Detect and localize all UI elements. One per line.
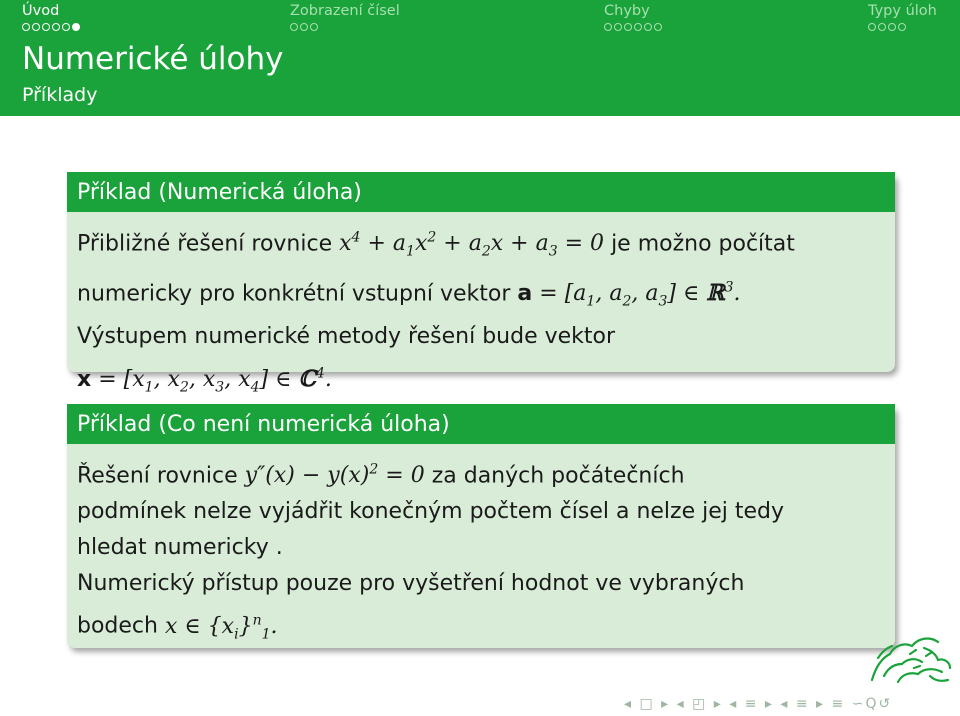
block-line: Výstupem numerické metody řešení bude vektor xyxy=(77,324,616,350)
frame-subtitle: Příklady xyxy=(22,84,98,106)
slide-dot[interactable] xyxy=(52,23,60,31)
nav-dots-typy-uloh xyxy=(868,23,906,31)
slide-dot[interactable] xyxy=(300,23,308,31)
text-segment: bodech xyxy=(77,613,158,639)
frame-title: Numerické úlohy xyxy=(22,41,284,77)
slide-dot[interactable] xyxy=(22,23,30,31)
nav-section-chyby[interactable] xyxy=(604,3,650,19)
nav-section-label[interactable]: Typy úloh xyxy=(868,3,937,19)
university-logo xyxy=(864,628,956,688)
text-segment: je možno počítat xyxy=(611,231,795,257)
slide-dot[interactable] xyxy=(634,23,642,31)
slide-dot[interactable] xyxy=(310,23,318,31)
slide-dot[interactable] xyxy=(62,23,70,31)
nav-section-label[interactable]: Úvod xyxy=(22,3,60,19)
nav-section-label[interactable]: Chyby xyxy=(604,3,650,19)
slide-dot[interactable] xyxy=(644,23,652,31)
block-line xyxy=(77,355,885,405)
block-line xyxy=(77,220,885,270)
slide-dot-current[interactable] xyxy=(72,23,80,31)
slide-dot[interactable] xyxy=(888,23,896,31)
equation: $x^4 + a_1x^2 + a_2x + a_3 = 0$ xyxy=(339,230,605,260)
nav-dots-uvod xyxy=(22,23,80,31)
slide-dot[interactable] xyxy=(42,23,50,31)
block-line xyxy=(77,452,885,494)
nav-dots-chyby xyxy=(604,23,662,31)
text-segment: Přibližné řešení rovnice xyxy=(77,231,333,257)
beamer-navigation-controls[interactable]: ◂ □ ▸ ◂ ◰ ▸ ◂ ≡ ▸ ◂ ≡ ▸ ≡ ∽Q↺ xyxy=(624,696,893,712)
vector-a-expression: $a = [a_1$, $a_2$, $a_3$] ∈ ℝ$^3$. xyxy=(517,279,741,310)
slide-dot[interactable] xyxy=(290,23,298,31)
slide-dot[interactable] xyxy=(614,23,622,31)
point-set-expression: x ∈ $\{x_i\}^n_1$. xyxy=(164,612,278,643)
block-line xyxy=(77,270,885,320)
example-block-numerical-task xyxy=(67,172,895,396)
block-line xyxy=(77,602,885,652)
example-block-not-numerical-task xyxy=(67,404,895,648)
block-line: hledat numericky . xyxy=(77,535,283,561)
slide-dot[interactable] xyxy=(32,23,40,31)
slide-dot[interactable] xyxy=(624,23,632,31)
slide-dot[interactable] xyxy=(898,23,906,31)
block-body xyxy=(67,444,895,662)
text-segment: za daných počátečních xyxy=(431,463,685,489)
block-title: Příklad (Numerická úloha) xyxy=(67,172,895,212)
block-body xyxy=(67,212,895,415)
block-title: Příklad (Co není numerická úloha) xyxy=(67,404,895,444)
slide-dot[interactable] xyxy=(878,23,886,31)
slide-dot[interactable] xyxy=(604,23,612,31)
section-navigation xyxy=(0,0,960,40)
nav-section-uvod[interactable] xyxy=(22,3,59,19)
vector-x-expression: $x = [x_1$, $x_2$, $x_3$, $x_4$] ∈ ℂ$^4$. xyxy=(77,365,332,396)
block-line: podmínek nelze vyjádřit konečným počtem čísel a nelze jej tedy xyxy=(77,499,785,525)
slide-dot[interactable] xyxy=(868,23,876,31)
equation: $y''(x) - y(x)^2 = 0$ xyxy=(244,462,425,489)
text-segment: numericky pro konkrétní vstupní vektor xyxy=(77,281,511,307)
block-line: Numerický přístup pouze pro vyšetření hodnot ve vybraných xyxy=(77,571,745,597)
nav-section-zobrazeni-cisel[interactable] xyxy=(290,3,400,19)
nav-section-typy-uloh[interactable] xyxy=(868,3,937,19)
text-segment: Řešení rovnice xyxy=(77,463,238,489)
nav-dots-zobrazeni-cisel xyxy=(290,23,318,31)
nav-section-label[interactable]: Zobrazení čísel xyxy=(290,3,400,19)
slide-dot[interactable] xyxy=(654,23,662,31)
